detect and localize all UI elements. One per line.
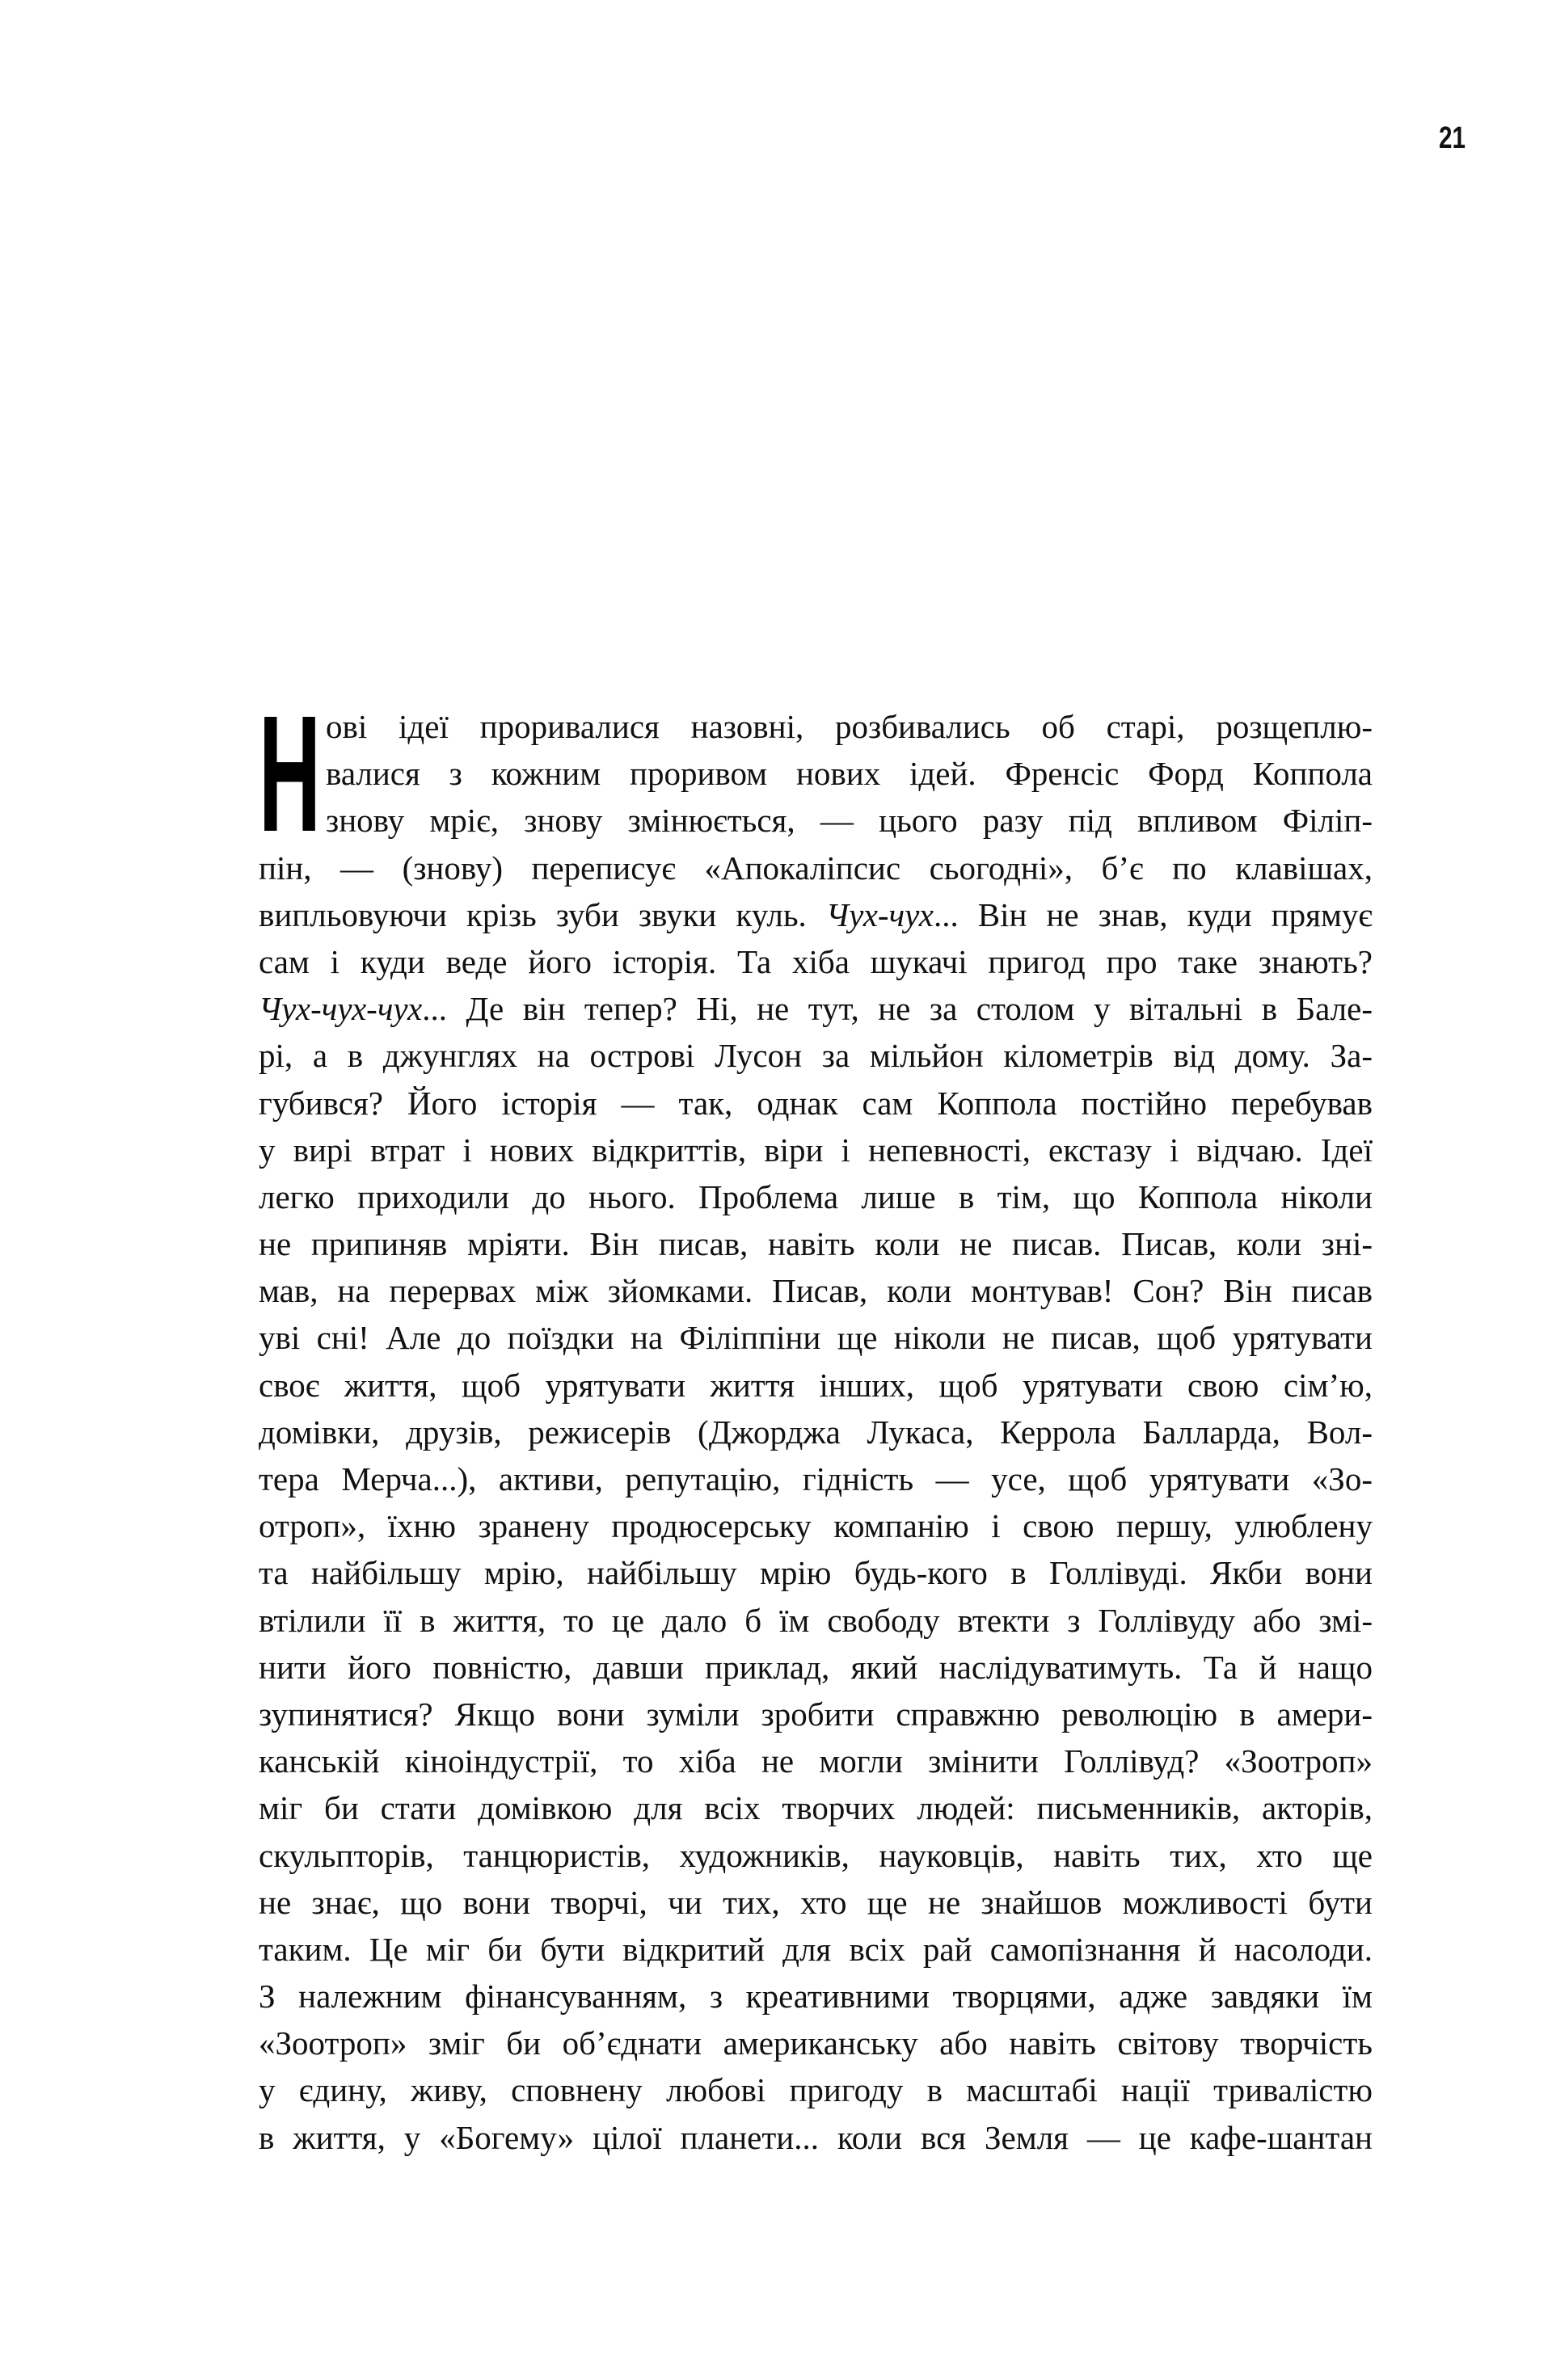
text-line (259, 938, 1373, 985)
text-line (259, 1738, 1373, 1784)
text-segment: валися з кожним проривом нових ідей. Френсіс Форд Коппола (326, 755, 1373, 793)
text-line (259, 2066, 1373, 2113)
text-segment: скульпторів, танцюристів, художників, науковців, навіть тих, хто ще (259, 1836, 1373, 1874)
text-line (326, 703, 1373, 750)
text-line (259, 1597, 1373, 1644)
text-line (259, 1502, 1373, 1549)
text-segment: домівки, друзів, режисерів (Джорджа Лукаса, Керрола Балларда, Вол- (259, 1413, 1373, 1451)
text-segment: у вирі втрат і нових відкриттів, віри і непевності, екстазу і відчаю. Ідеї (259, 1131, 1373, 1169)
text-segment: губився? Його історія — так, однак сам Коппола постійно перебував (259, 1084, 1373, 1122)
text-segment: пін, — (знову) переписує «Апокаліпсис сьогодні», б’є по клавішах, (259, 849, 1373, 887)
text-line (259, 2114, 1373, 2161)
text-segment: міг би стати домівкою для всіх творчих людей: письменників, акторів, (259, 1789, 1373, 1827)
page-number: 21 (1439, 121, 1466, 155)
text-segment: в життя, у «Богему» цілої планети... коли вся Земля — це кафе-шантан (259, 2118, 1373, 2156)
text-segment: ові ідеї проривалися назовні, розбивались об старі, розщеплю- (326, 708, 1373, 745)
text-segment: тера Мерча...), активи, репутацію, гідність — усе, щоб урятувати «Зо- (259, 1460, 1373, 1498)
text-segment: отроп», їхню зранену продюсерську компанію і свою першу, улюблену (259, 1507, 1373, 1545)
text-line (259, 891, 1373, 938)
text-segment: не знає, що вони творчі, чи тих, хто ще не знайшов можливості бути (259, 1883, 1373, 1921)
text-line (259, 1173, 1373, 1220)
text-line (259, 1644, 1373, 1691)
text-segment: уві сні! Але до поїздки на Філіппіни ще ніколи не писав, щоб урятувати (259, 1319, 1373, 1357)
text-line (259, 1926, 1373, 1973)
text-segment: знову мріє, знову змінюється, — цього разу під впливом Філіп- (326, 802, 1373, 840)
text-segment: та найбільшу мрію, найбільшу мрію будь-кого в Голлівуді. Якби вони (259, 1554, 1373, 1592)
text-segment: З належним фінансуванням, з креативними творцями, адже завдяки їм (259, 1978, 1373, 2016)
text-line (259, 1409, 1373, 1455)
italic-text: Чух-чух (825, 895, 934, 933)
drop-cap: Н (259, 681, 321, 866)
text-line (259, 1455, 1373, 1502)
text-line (259, 1032, 1373, 1079)
text-line (259, 1314, 1373, 1361)
text-segment: ... Де він тепер? Ні, не тут, не за столом у вітальні в Бале- (422, 990, 1373, 1028)
text-segment: нити його повністю, давши приклад, який наслідуватимуть. Та й нащо (259, 1648, 1373, 1686)
text-segment: легко приходили до нього. Проблема лише в тім, що Коппола ніколи (259, 1177, 1373, 1215)
text-line (259, 1879, 1373, 1926)
text-segment: таким. Це міг би бути відкритий для всіх рай самопізнання й насолоди. (259, 1930, 1373, 1968)
text-line (259, 1973, 1373, 2020)
text-segment: «Зоотроп» зміг би об’єднати американську або навіть світову творчість (259, 2024, 1373, 2062)
italic-text: Чух-чух-чух (259, 990, 423, 1028)
text-segment: мав, на перервах між зйомками. Писав, коли монтував! Сон? Він писав (259, 1272, 1373, 1310)
text-line (326, 797, 1373, 844)
text-segment: сам і куди веде його історія. Та хіба шукачі пригод про таке знають? (259, 942, 1373, 980)
text-segment: рі, а в джунглях на острові Лусон за мільйон кілометрів від дому. За- (259, 1037, 1373, 1075)
text-line (259, 845, 1373, 891)
text-line (259, 1220, 1373, 1267)
text-segment: своє життя, щоб урятувати життя інших, щоб урятувати свою сім’ю, (259, 1366, 1373, 1404)
text-line (259, 1080, 1373, 1127)
text-line (259, 985, 1373, 1032)
text-segment: зупинятися? Якщо вони зуміли зробити справжню революцію в амери- (259, 1695, 1373, 1733)
body-text (259, 681, 1373, 2161)
text-line (259, 1691, 1373, 1738)
text-segment: канській кіноіндустрії, то хіба не могли змінити Голлівуд? «Зоотроп» (259, 1742, 1373, 1780)
text-line (259, 1549, 1373, 1596)
text-line (259, 1832, 1373, 1879)
text-line (259, 1267, 1373, 1314)
text-segment: втілили її в життя, то це дало б їм свободу втекти з Голлівуду або змі- (259, 1601, 1373, 1639)
text-segment: ... Він не знав, куди прямує (934, 895, 1373, 933)
text-line (259, 2020, 1373, 2066)
text-line (326, 750, 1373, 797)
text-line (259, 1784, 1373, 1831)
text-line (259, 1362, 1373, 1409)
text-segment: не припиняв мріяти. Він писав, навіть коли не писав. Писав, коли зні- (259, 1225, 1373, 1263)
text-segment: у єдину, живу, сповнену любові пригоду в масштабі нації тривалістю (259, 2071, 1373, 2109)
text-segment: випльовуючи крізь зуби звуки куль. (259, 895, 826, 933)
text-line (259, 1127, 1373, 1173)
